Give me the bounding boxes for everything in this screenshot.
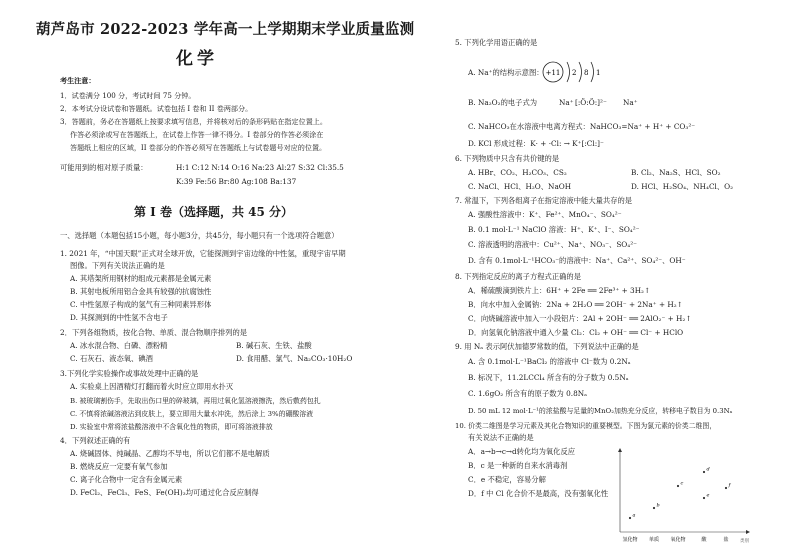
question-stem: 图像。下列有关说法正确的是 — [70, 261, 165, 270]
chart-point — [677, 485, 679, 487]
notice-heading: 考生注意： — [60, 76, 96, 85]
question-stem: 5. 下列化学用语正确的是 — [455, 38, 538, 47]
option: D. 食用醋、氯气、Na₂CO₃·10H₂O — [236, 354, 353, 363]
option: B. Cl₂、Na₂S、HCl、SO₂ — [631, 168, 721, 177]
option: C．向烧碱溶液中加入一小段铝片：2Al + 2OH⁻ ══ 2AlO₂⁻ + H₂↑ — [468, 314, 692, 323]
option: A．稀硫酸滴到铁片上：6H⁺ + 2Fe ══ 2Fe³⁺ + 3H₂↑ — [468, 286, 651, 295]
option: A. 冰水混合物、白磷、漂粉精 — [70, 341, 168, 350]
question-stem: 6. 下列物质中只含有共价键的是 — [455, 154, 560, 163]
option: D. HCl、H₂SO₄、NH₄Cl、O₂ — [631, 182, 734, 191]
subject-title: 化学 — [176, 49, 218, 69]
option: B. 碱石灰、生铁、盐酸 — [236, 341, 312, 350]
shell-count: 1 — [596, 69, 601, 77]
chart-point-label: e — [706, 492, 710, 499]
option: D. KCl 形成过程：K· + ·Cl: → K⁺[:Cl:]⁻ — [468, 139, 604, 148]
option: C. 1.6gO₂ 所含有的原子数为 0.8Nₐ — [468, 389, 587, 398]
question-stem: 4．下列叙述正确的有 — [60, 436, 131, 445]
option: D．f 中 Cl 化合价不是最高，没有强氧化性 — [468, 489, 609, 498]
option: C. 不慎将浓碱溶液沾到皮肤上，要立即用大量水冲洗，然后涂上 3%的硼酸溶液 — [70, 410, 314, 418]
x-tick-label: 盐 — [723, 537, 729, 543]
chart-point — [725, 487, 727, 489]
option: C. 离子化合物中一定含有金属元素 — [70, 475, 183, 484]
x-tick-label: 单质 — [648, 537, 660, 543]
option: B. 燃烧反应一定要有氧气参加 — [70, 462, 168, 471]
notice-item: 1．试卷满分 100 分，考试时间 75 分钟。 — [60, 91, 196, 100]
option: B. 0.1 mol·L⁻¹ NaClO 溶液：H⁺、K⁺、I⁻、SO₄²⁻ — [468, 225, 640, 234]
chart-point-label: b — [656, 502, 660, 509]
chart-point — [629, 517, 631, 519]
option: B. 其射电板所用铝合金具有较强的抗腐蚀性 — [70, 287, 212, 296]
option: C. 石灰石、液态氧、碘酒 — [70, 354, 153, 363]
x-tick-label: 氢化物 — [622, 537, 638, 543]
shell-count: 2 — [572, 69, 577, 77]
option: A. Na⁺的结构示意图： — [468, 68, 544, 77]
question-stem: 2．下列各组物质，按化合物、单质、混合物顺序排列的是 — [60, 328, 248, 337]
option: C. NaCl、HCl、H₂O、NaOH — [468, 182, 572, 191]
electron-formula-left: Na⁺ — [559, 98, 574, 107]
question-stem: 9. 用 Nₐ 表示阿伏加德罗常数的值，下列说法中正确的是 — [455, 342, 639, 351]
option: D．向氢氧化钠溶液中通入少量 Cl₂：Cl₂ + OH⁻ ══ Cl⁻ + HClO — [468, 328, 684, 337]
electron-formula-right: Na⁺ — [623, 98, 638, 107]
x-tick-label: 酸 — [701, 537, 707, 543]
atomic-mass-label: 可能用到的相对原子质量： — [60, 163, 148, 172]
option: C. 中性氢原子构成的氢气有三种同素异形体 — [70, 300, 212, 309]
option: A. 强酸性溶液中：K⁺、Fe²⁺、MnO₄⁻、SO₄²⁻ — [468, 210, 622, 219]
option: D. 其探测到的中性氢不含电子 — [70, 313, 168, 322]
notice-item: 答题纸上相应的区域，II 卷部分的作答必须写在答题纸上与试卷题号对应的位置。 — [70, 143, 327, 152]
question-stem: 1. 2021 年，“中国天眼”正式对全球开放，它能探测到宇宙边缘的中性氢，重现宇宙早期 — [60, 249, 346, 258]
question-stem: 10. 价类二维图是学习元素及其化合物知识的重要模型。下图为氯元素的价类二维图， — [455, 422, 717, 430]
atomic-mass-line1: H:1 C:12 N:14 O:16 Na:23 Al:27 S:32 Cl:35.5 — [176, 163, 344, 172]
notice-item: 3．答题前，务必在答题纸上按要求填写信息，并将核对后的条形码贴在指定位置上。 — [60, 117, 327, 126]
section-instruction: 一、选择题（本题包括15小题，每小题3分，共45分，每小题只有一个选项符合题意） — [60, 231, 339, 240]
notice-item: 作答必须涂或写在答题纸上，在试卷上作答一律不得分。I 卷部分的作答必须涂在 — [70, 130, 324, 139]
x-axis-arrow-icon — [746, 530, 750, 534]
exam-title: 葫芦岛市 2022-2023 学年高一上学期期末学业质量监测 — [36, 21, 415, 38]
option: C. 溶液透明的溶液中：Cu²⁺、Na⁺、NO₃⁻、SO₄²⁻ — [468, 240, 637, 249]
option: A．a→b→c→d转化均为氧化反应 — [468, 447, 576, 456]
chart-point-label: c — [680, 480, 684, 487]
option: A. 烧碱固体、纯碱晶、乙醇均不导电，所以它们都不是电解质 — [70, 449, 270, 458]
atomic-mass-line2: K:39 Fe:56 Br:80 Ag:108 Ba:137 — [176, 177, 297, 186]
shell-count: 8 — [584, 69, 589, 77]
chlorine-valence-category-chart — [606, 448, 756, 546]
question-stem: 3.下列化学实验操作或事故处理中正确的是 — [60, 369, 199, 378]
chart-point-label: d — [706, 466, 710, 473]
y-axis-arrow-icon — [618, 448, 622, 452]
option: A. 实验桌上因酒精灯打翻而着火时应立即用水扑灭 — [70, 382, 234, 391]
option: B. 标况下，11.2LCCl₄ 所含有的分子数为 0.5Nₐ — [468, 373, 629, 382]
section-title: 第 I 卷（选择题，共 45 分） — [134, 205, 294, 219]
chart-point-label: f — [728, 482, 731, 489]
option: D. 实验室中常将浓盐酸溶液中不含氧化性的物质，即可将溶液排放 — [70, 423, 273, 431]
option: A. HBr、CO₂、H₂CO₃、CS₂ — [468, 168, 567, 177]
chart-point — [703, 497, 705, 499]
x-axis-title: 类别 — [740, 539, 749, 544]
chart-point — [703, 471, 705, 473]
question-stem: 7. 常温下，下列各组离子在指定溶液中能大量共存的是 — [455, 196, 633, 205]
option: C. NaHCO₃在水溶液中电离方程式：NaHCO₃=Na⁺ + H⁺ + CO₃²⁻ — [468, 122, 696, 131]
option: D. 50 mL 12 mol·L⁻¹的浓盐酸与足量的MnO₂加热充分反应，转移电子数目为 0.3Nₐ — [468, 407, 733, 415]
electron-formula-center: [:Ö:Ö:]²⁻ — [575, 98, 607, 107]
chart-point — [653, 507, 655, 509]
option: C．e 不稳定，容易分解 — [468, 475, 546, 484]
option: B. 被玻璃割伤手，先取出伤口里的碎玻璃，再用过氧化氢溶液擦洗，然后敷药包扎 — [70, 397, 321, 405]
option: A. 含 0.1mol·L⁻¹BaCl₂ 的溶液中 Cl⁻数为 0.2Nₐ — [468, 357, 631, 366]
option: D. FeCl₂、FeCl₃、FeS、Fe(OH)₃均可通过化合反应制得 — [70, 488, 259, 497]
na-ion-structure-diagram — [541, 56, 611, 88]
option: B．c 是一种新的自来水消毒剂 — [468, 461, 568, 470]
option: B. Na₂O₂的电子式为 — [468, 98, 538, 107]
question-stem: 8. 下列指定反应的离子方程式正确的是 — [455, 272, 582, 281]
option: A. 其塔架所用钢材的组成元素都是金属元素 — [70, 274, 212, 283]
option: D. 含有 0.1mol·L⁻¹HCO₃⁻的溶液中：Na⁺、Ca²⁺、SO₄²⁻、OH⁻ — [468, 256, 686, 265]
chart-point-label: a — [632, 512, 636, 519]
nucleus-label: +11 — [545, 69, 561, 77]
notice-item: 2．本考试分设试卷和答题纸。试卷包括 I 卷和 II 卷两部分。 — [60, 104, 253, 113]
x-tick-label: 氧化物 — [670, 537, 686, 543]
option: B．向水中加入金属钠：2Na + 2H₂O ══ 2OH⁻ + 2Na⁺ + H₂↑ — [468, 300, 683, 309]
question-stem: 有关说法不正确的是 — [468, 433, 534, 442]
